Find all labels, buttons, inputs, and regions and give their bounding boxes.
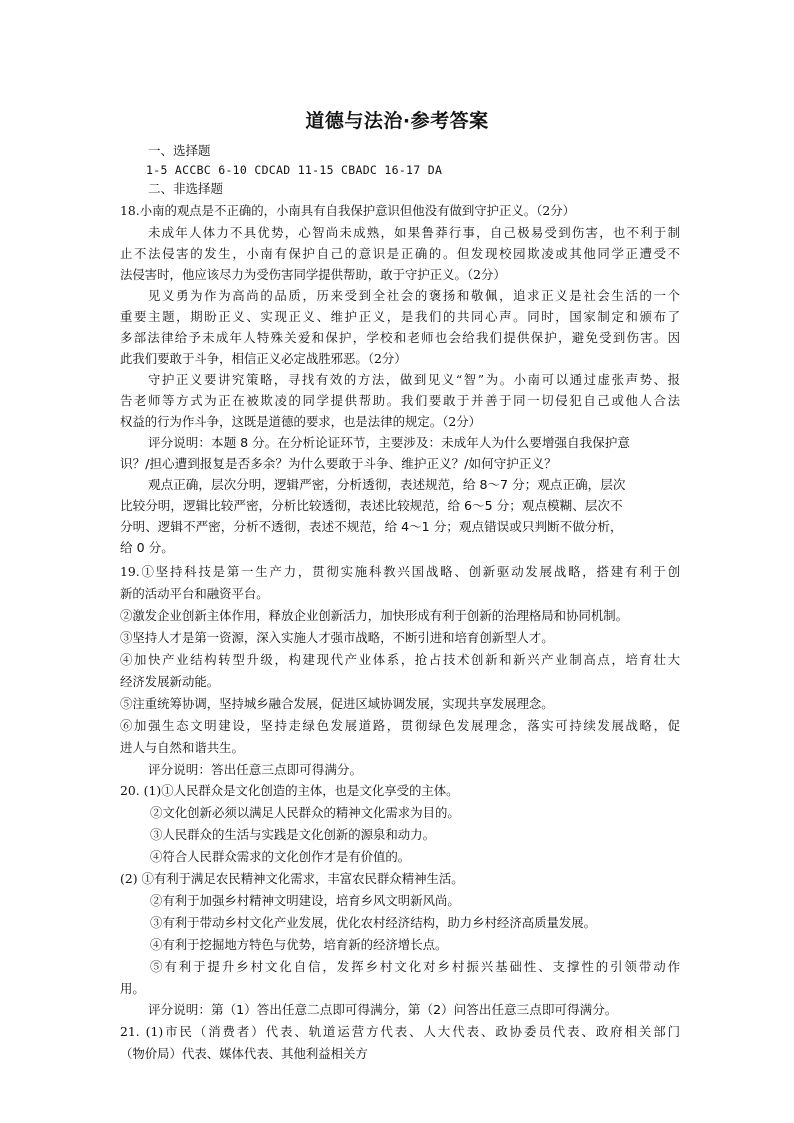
- q20-line-6: ②有利于加强乡村精神文明建设，培育乡风文明新风尚。: [150, 893, 460, 908]
- q18-line-2: 未成年人体力不具优势，心智尚未成熟，如果鲁莽行事，自己极易受到伤害，也不利于制: [148, 225, 680, 240]
- q19-line-4: ③坚持人才是第一资源，深入实施人才强市战略，不断引进和培育创新型人才。: [120, 630, 554, 645]
- q19-line-9: 进人与自然和谐共生。: [120, 740, 244, 755]
- q18-line-1: 18.小南的观点是不正确的，小南具有自我保护意识但他没有做到守护正义。（2分）: [120, 203, 576, 218]
- q20-line-3: ③人民群众的生活与实践是文化创新的源泉和动力。: [150, 827, 435, 842]
- q20-line-2: ②文化创新必须以满足人民群众的精神文化需求为目的。: [150, 805, 460, 820]
- q18-scoring-note-2: 识？/担心遭到报复是否多余？为什么要敢于斗争、维护正义？/如何守护正义？: [120, 456, 557, 471]
- q20-scoring-note: 评分说明：第（1）答出任意二点即可得满分，第（2）问答出任意三点即可得满分。: [148, 1002, 618, 1017]
- q20-line-9: ⑤有利于提升乡村文化自信，发挥乡村文化对乡村振兴基础性、支撑性的引领带动作: [150, 959, 680, 974]
- section-heading-nonchoice: 二、非选择题: [148, 181, 224, 196]
- q18-line-7: 多部法律给予未成年人特殊关爱和保护，学校和老师也会给我们提供保护，避免受到伤害。因: [120, 330, 680, 345]
- q18-line-10: 告老师等方式为正在被欺凌的同学提供帮助。我们要敢于并善于同一切侵犯自己或他人合法: [120, 393, 680, 408]
- q19-line-6: 经济发展新动能。: [120, 674, 220, 689]
- q19-line-7: ⑤注重统筹协调，坚持城乡融合发展，促进区域协调发展，实现共享发展理念。: [120, 696, 554, 711]
- q20-line-5: (2) ①有利于满足农民精神文化需求，丰富农民群众精神生活。: [120, 871, 464, 886]
- q19-line-5: ④加快产业结构转型升级，构建现代产业体系，抢占技术创新和新兴产业制高点，培育壮大: [120, 652, 680, 667]
- q20-line-7: ③有利于带动乡村文化产业发展，优化农村经济结构，助力乡村经济高质量发展。: [150, 915, 597, 930]
- q19-line-2: 新的活动平台和融资平台。: [120, 586, 269, 601]
- q19-scoring-note: 评分说明：答出任意三点即可得满分。: [148, 762, 363, 777]
- q18-line-8: 此我们要敢于斗争，相信正义必定战胜邪恶。（2分）: [120, 351, 407, 366]
- q18-scoring-note-1: 评分说明：本题 8 分。在分析论证环节，主要涉及：未成年人为什么要增强自我保护意: [148, 435, 630, 450]
- q18-line-9: 守护正义要讲究策略，寻找有效的方法，做到见义“智”为。小南可以通过虚张声势、报: [148, 372, 680, 387]
- q18-line-6: 重要主题，期盼正义、实现正义、维护正义，是我们的共同心声。同时，国家制定和颁布了: [120, 309, 680, 324]
- q19-line-1: 19.①坚持科技是第一生产力，贯彻实施科教兴国战略、创新驱动发展战略，搭建有利于创: [120, 564, 680, 579]
- q18-scoring-note-3: 观点正确，层次分明，逻辑严密，分析透彻，表述规范，给 8～7 分；观点正确，层次: [148, 477, 626, 492]
- choice-answers: 1-5 ACCBC 6-10 CDCAD 11-15 CBADC 16-17 DA: [146, 163, 443, 177]
- q20-line-10: 用。: [120, 981, 145, 996]
- q18-line-5: 见义勇为作为高尚的品质，历来受到全社会的褒扬和敬佩，追求正义是社会生活的一个: [148, 288, 680, 303]
- q18-line-11: 权益的行为作斗争，这既是道德的要求，也是法律的规定。（2分）: [120, 414, 482, 429]
- q18-scoring-note-4: 比较分明，逻辑比较严密，分析比较透彻，表述比较规范，给 6～5 分；观点模糊、层次不: [120, 498, 623, 513]
- q20-line-4: ④符合人民群众需求的文化创作才是有价值的。: [150, 849, 411, 864]
- q19-line-3: ②激发企业创新主体作用，释放企业创新活力，加快形成有利于创新的治理格局和协同机制。: [120, 608, 629, 623]
- q20-line-8: ④有利于挖掘地方特色与优势，培育新的经济增长点。: [150, 937, 448, 952]
- q21-line-1: 21. (1)市民（消费者）代表、轨道运营方代表、人大代表、政协委员代表、政府相关部门: [120, 1024, 680, 1039]
- q18-line-4: 法侵害时，他应该尽力为受伤害同学提供帮助，敢于守护正义。（2分）: [120, 267, 506, 282]
- q18-scoring-note-5: 分明、逻辑不严密，分析不透彻，表述不规范，给 4～1 分；观点错误或只判断不做分析，: [120, 519, 623, 534]
- q18-line-3: 止不法侵害的发生，小南有保护自己的意识是正确的。但发现校园欺凌或其他同学正遭受不: [120, 246, 680, 261]
- q18-scoring-note-6: 给 0 分。: [120, 540, 174, 555]
- page-title: 道德与法治·参考答案: [305, 110, 489, 132]
- q20-line-1: 20. (1)①人民群众是文化创造的主体，也是文化享受的主体。: [120, 783, 459, 798]
- q19-line-8: ⑥加强生态文明建设，坚持走绿色发展道路，贯彻绿色发展理念，落实可持续发展战略，促: [120, 718, 680, 733]
- section-heading-choice: 一、选择题: [148, 143, 211, 158]
- q21-line-2: （物价局）代表、媒体代表、其他利益相关方: [120, 1046, 368, 1061]
